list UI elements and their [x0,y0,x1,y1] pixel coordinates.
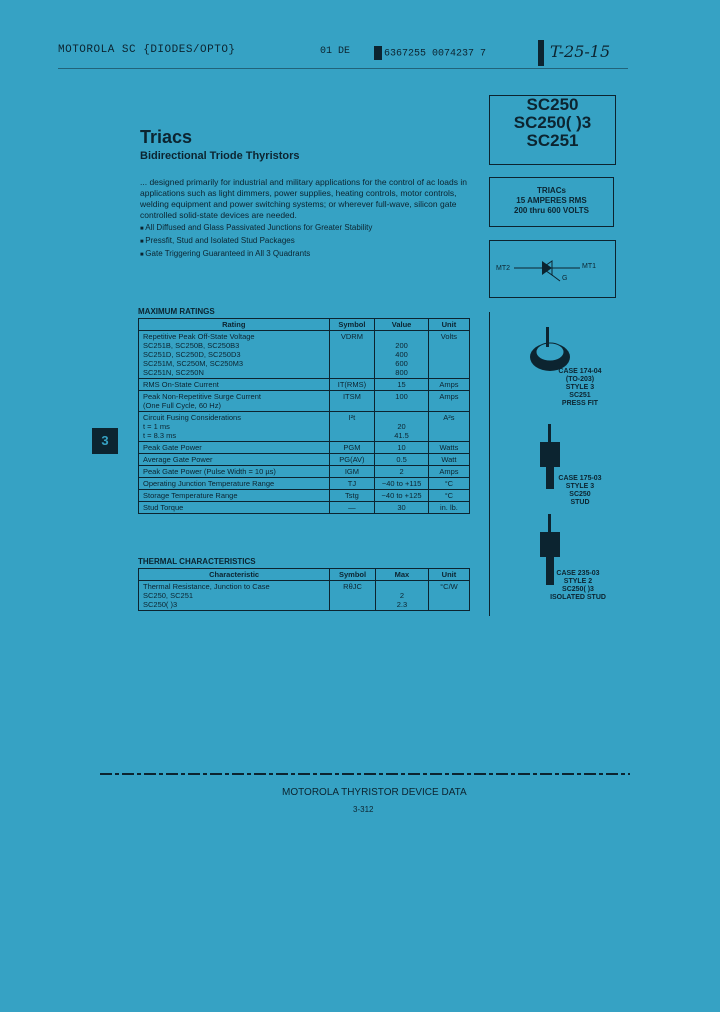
symbol-cell: I²t [329,412,375,442]
max-ratings-table [138,318,470,514]
package-caption: CASE 235-03 STYLE 2 SC250( )3 ISOLATED STUD [550,570,606,601]
symbol-cell: ITSM [329,391,375,412]
symbol-cell: PG(AV) [329,454,375,466]
unit-cell: °C [428,490,469,502]
unit-cell: Amps [428,379,469,391]
table-row [139,412,470,442]
rating-cell: Operating Junction Temperature Range [139,478,330,490]
value-cell: 30 [375,502,429,514]
value-cell: 200 400 600 800 [375,331,429,379]
thermal-title: THERMAL CHARACTERISTICS [138,557,256,566]
unit-cell: Volts [428,331,469,379]
value-cell: 2 2.3 [375,581,428,611]
value-cell: −40 to +115 [375,478,429,490]
symbol-cell: — [329,502,375,514]
rating-cell: Circuit Fusing Considerations t = 1 ms t = 8.3 ms [139,412,330,442]
rating-cell: Peak Gate Power [139,442,330,454]
doc-header: MOTOROLA SC {DIODES/OPTO} [58,44,236,56]
page-subtitle: Bidirectional Triode Thyristors [140,150,300,162]
rating-cell: Average Gate Power [139,454,330,466]
spec-box [489,177,614,227]
rating-cell: Storage Temperature Range [139,490,330,502]
rating-cell: Repetitive Peak Off-State Voltage SC251B, SC250B, SC250B3 SC251D, SC250D, SC250D3 SC251M, SC250M, SC250M3 SC251N, SC250N [139,331,330,379]
col-header: Rating [139,319,330,331]
page-number: 3-312 [353,805,374,814]
value-cell: 15 [375,379,429,391]
symbol-cell: IGM [329,466,375,478]
col-header: Value [375,319,429,331]
unit-cell: Amps [428,391,469,412]
value-cell: 10 [375,442,429,454]
feature-item: ■ All Diffused and Glass Passivated Junctions for Greater Stability [140,222,372,235]
unit-cell: Amps [428,466,469,478]
triac-symbol-box [489,240,616,298]
section-tab: 3 [92,428,118,454]
doc-header-mid: 01 DE [320,46,351,57]
table-row [139,391,470,412]
value-cell: 0.5 [375,454,429,466]
table-row [139,502,470,514]
symbol-cell: TJ [329,478,375,490]
unit-cell: Watts [428,442,469,454]
page-title: Triacs [140,127,193,147]
handwritten-note: T-25-15 [550,42,611,61]
table-row [139,379,470,391]
unit-cell: A²s [428,412,469,442]
mt2-label: MT2 [496,265,510,272]
table-row [139,478,470,490]
symbol-cell: Tstg [329,490,375,502]
feature-item: ■ Pressfit, Stud and Isolated Stud Packages [140,235,372,248]
doc-header-code: 6367255 0074237 7 [374,46,486,60]
thermal-table [138,568,470,611]
part-number: SC251 [526,131,579,150]
characteristic-cell: Thermal Resistance, Junction to Case SC250, SC251 SC250( )3 [139,581,330,611]
value-cell: 2 [375,466,429,478]
part-number: SC250 [526,95,579,114]
rating-cell: Peak Non-Repetitive Surge Current (One Full Cycle, 60 Hz) [139,391,330,412]
unit-cell: °C/W [428,581,469,611]
spec-line: 15 AMPERES RMS [516,196,587,205]
spec-line: TRIACs [537,186,566,195]
table-row [139,466,470,478]
col-header: Characteristic [139,569,330,581]
col-header: Unit [428,569,469,581]
feature-item: ■ Gate Triggering Guaranteed in All 3 Quadrants [140,248,372,261]
part-number: SC250( )3 [513,113,592,132]
col-header: Symbol [330,569,376,581]
table-row [139,581,470,611]
col-header: Symbol [329,319,375,331]
package-caption: CASE 174-04 (TO-203) STYLE 3 SC251 PRESS FIT [558,368,602,407]
table-row [139,490,470,502]
col-header: Unit [428,319,469,331]
value-cell: −40 to +125 [375,490,429,502]
symbol-cell: RθJC [330,581,376,611]
unit-cell: Watt [428,454,469,466]
part-number-box [489,95,616,165]
table-row [139,442,470,454]
gate-label: G [562,275,568,282]
rating-cell: Stud Torque [139,502,330,514]
header-bar [538,40,544,66]
symbol-cell: PGM [329,442,375,454]
table-row [139,454,470,466]
symbol-cell: VDRM [329,331,375,379]
unit-cell: °C [428,478,469,490]
table-row [139,331,470,379]
col-header: Max [375,569,428,581]
footer-text: MOTOROLA THYRISTOR DEVICE DATA [282,787,467,798]
max-ratings-title: MAXIMUM RATINGS [138,307,215,316]
value-cell: 20 41.5 [375,412,429,442]
footer-rule [100,770,630,778]
unit-cell: in. lb. [428,502,469,514]
header-rule [58,68,628,69]
spec-line: 200 thru 600 VOLTS [514,206,589,215]
triac-symbol-icon [490,241,615,297]
mt1-label: MT1 [582,263,596,270]
symbol-cell: IT(RMS) [329,379,375,391]
rating-cell: RMS On-State Current [139,379,330,391]
value-cell: 100 [375,391,429,412]
feature-list [140,222,372,261]
package-caption: CASE 175-03 STYLE 3 SC250 STUD [558,475,602,506]
intro-paragraph: ... designed primarily for industrial and military applications for the control of ac loads in applications such as light dimmers, power supplies, heating controls, motor controls, welding equipment and power switching systems; or wherever full-wave, silicon gate controlled solid-state devices are needed. [140,177,467,220]
rating-cell: Peak Gate Power (Pulse Width = 10 µs) [139,466,330,478]
